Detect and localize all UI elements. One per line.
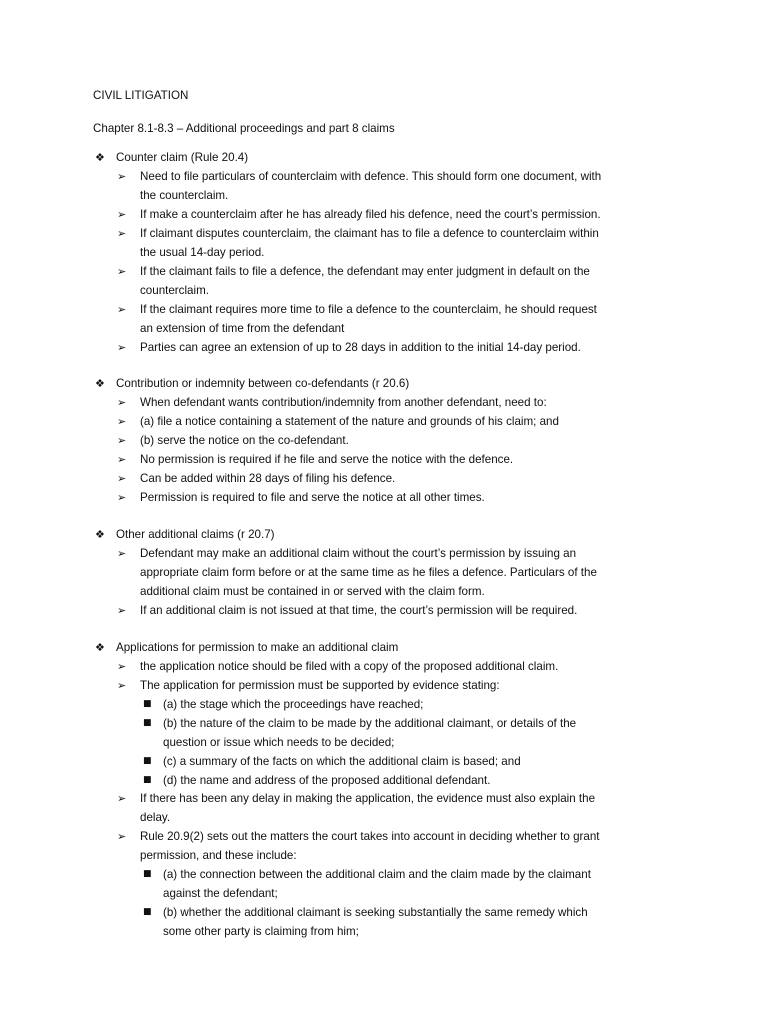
list-item: If the claimant requires more time to file a defence to the counterclaim, he should request — [140, 303, 597, 316]
list-item: the application notice should be filed with a copy of the proposed additional claim. — [140, 660, 559, 673]
list-item: When defendant wants contribution/indemnity from another defendant, need to: — [140, 396, 547, 409]
arrow-bullet-icon: ➢ — [117, 472, 127, 485]
sub-list-item: (b) the nature of the claim to be made by the additional claimant, or details of the — [163, 717, 577, 730]
sub-list-item: against the defendant; — [163, 887, 278, 900]
list-item: counterclaim. — [140, 284, 209, 297]
arrow-bullet-icon: ➢ — [117, 660, 127, 673]
diamond-bullet-icon: ❖ — [95, 377, 105, 390]
arrow-bullet-icon: ➢ — [117, 227, 127, 240]
diamond-bullet-icon: ❖ — [95, 151, 105, 164]
sub-list-item: some other party is claiming from him; — [163, 925, 359, 938]
list-item: (b) serve the notice on the co-defendant. — [140, 434, 349, 447]
section-heading-counterclaim: Counter claim (Rule 20.4) — [116, 151, 249, 164]
arrow-bullet-icon: ➢ — [117, 396, 127, 409]
arrow-bullet-icon: ➢ — [117, 491, 127, 504]
section-heading-other-claims: Other additional claims (r 20.7) — [116, 528, 275, 541]
list-item: (a) file a notice containing a statement of the nature and grounds of his claim; and — [140, 415, 559, 428]
list-item: Rule 20.9(2) sets out the matters the court takes into account in deciding whether to grant — [140, 830, 600, 843]
list-item: Can be added within 28 days of filing his defence. — [140, 472, 396, 485]
sub-list-item: (d) the name and address of the proposed additional defendant. — [163, 774, 491, 787]
square-bullet-icon: ■ — [143, 907, 152, 917]
square-bullet-icon: ■ — [143, 718, 152, 728]
list-item: Defendant may make an additional claim without the court’s permission by issuing an — [140, 547, 577, 560]
list-item: appropriate claim form before or at the same time as he files a defence. Particulars of the — [140, 566, 597, 579]
chapter-heading: Chapter 8.1-8.3 – Additional proceedings and part 8 claims — [93, 122, 395, 135]
arrow-bullet-icon: ➢ — [117, 341, 127, 354]
list-item: Need to file particulars of counterclaim with defence. This should form one document, with — [140, 170, 602, 183]
sub-list-item: (b) whether the additional claimant is seeking substantially the same remedy which — [163, 906, 588, 919]
arrow-bullet-icon: ➢ — [117, 547, 127, 560]
list-item: the counterclaim. — [140, 189, 229, 202]
square-bullet-icon: ■ — [143, 775, 152, 785]
list-item: Parties can agree an extension of up to 28 days in addition to the initial 14-day period. — [140, 341, 581, 354]
list-item: If there has been any delay in making the application, the evidence must also explain the — [140, 792, 596, 805]
list-item: an extension of time from the defendant — [140, 322, 345, 335]
arrow-bullet-icon: ➢ — [117, 792, 127, 805]
arrow-bullet-icon: ➢ — [117, 604, 127, 617]
arrow-bullet-icon: ➢ — [117, 830, 127, 843]
diamond-bullet-icon: ❖ — [95, 528, 105, 541]
section-heading-contribution: Contribution or indemnity between co-defendants (r 20.6) — [116, 377, 410, 390]
arrow-bullet-icon: ➢ — [117, 679, 127, 692]
arrow-bullet-icon: ➢ — [117, 453, 127, 466]
arrow-bullet-icon: ➢ — [117, 170, 127, 183]
list-item: If make a counterclaim after he has already filed his defence, need the court’s permission. — [140, 208, 601, 221]
list-item: If an additional claim is not issued at that time, the court’s permission will be required. — [140, 604, 578, 617]
diamond-bullet-icon: ❖ — [95, 641, 105, 654]
list-item: If claimant disputes counterclaim, the claimant has to file a defence to counterclaim within — [140, 227, 599, 240]
list-item: No permission is required if he file and serve the notice with the defence. — [140, 453, 514, 466]
list-item: Permission is required to file and serve the notice at all other times. — [140, 491, 485, 504]
sub-list-item: (c) a summary of the facts on which the additional claim is based; and — [163, 755, 521, 768]
arrow-bullet-icon: ➢ — [117, 208, 127, 221]
arrow-bullet-icon: ➢ — [117, 415, 127, 428]
section-heading-applications: Applications for permission to make an additional claim — [116, 641, 399, 654]
sub-list-item: (a) the stage which the proceedings have reached; — [163, 698, 424, 711]
square-bullet-icon: ■ — [143, 699, 152, 709]
sub-list-item: question or issue which needs to be decided; — [163, 736, 395, 749]
list-item: additional claim must be contained in or served with the claim form. — [140, 585, 485, 598]
arrow-bullet-icon: ➢ — [117, 434, 127, 447]
square-bullet-icon: ■ — [143, 869, 152, 879]
list-item: the usual 14-day period. — [140, 246, 265, 259]
square-bullet-icon: ■ — [143, 756, 152, 766]
arrow-bullet-icon: ➢ — [117, 265, 127, 278]
list-item: If the claimant fails to file a defence, the defendant may enter judgment in default on the — [140, 265, 590, 278]
arrow-bullet-icon: ➢ — [117, 303, 127, 316]
list-item: The application for permission must be supported by evidence stating: — [140, 679, 500, 692]
list-item: permission, and these include: — [140, 849, 297, 862]
document-title: CIVIL LITIGATION — [93, 89, 189, 102]
list-item: delay. — [140, 811, 171, 824]
sub-list-item: (a) the connection between the additional claim and the claim made by the claimant — [163, 868, 591, 881]
